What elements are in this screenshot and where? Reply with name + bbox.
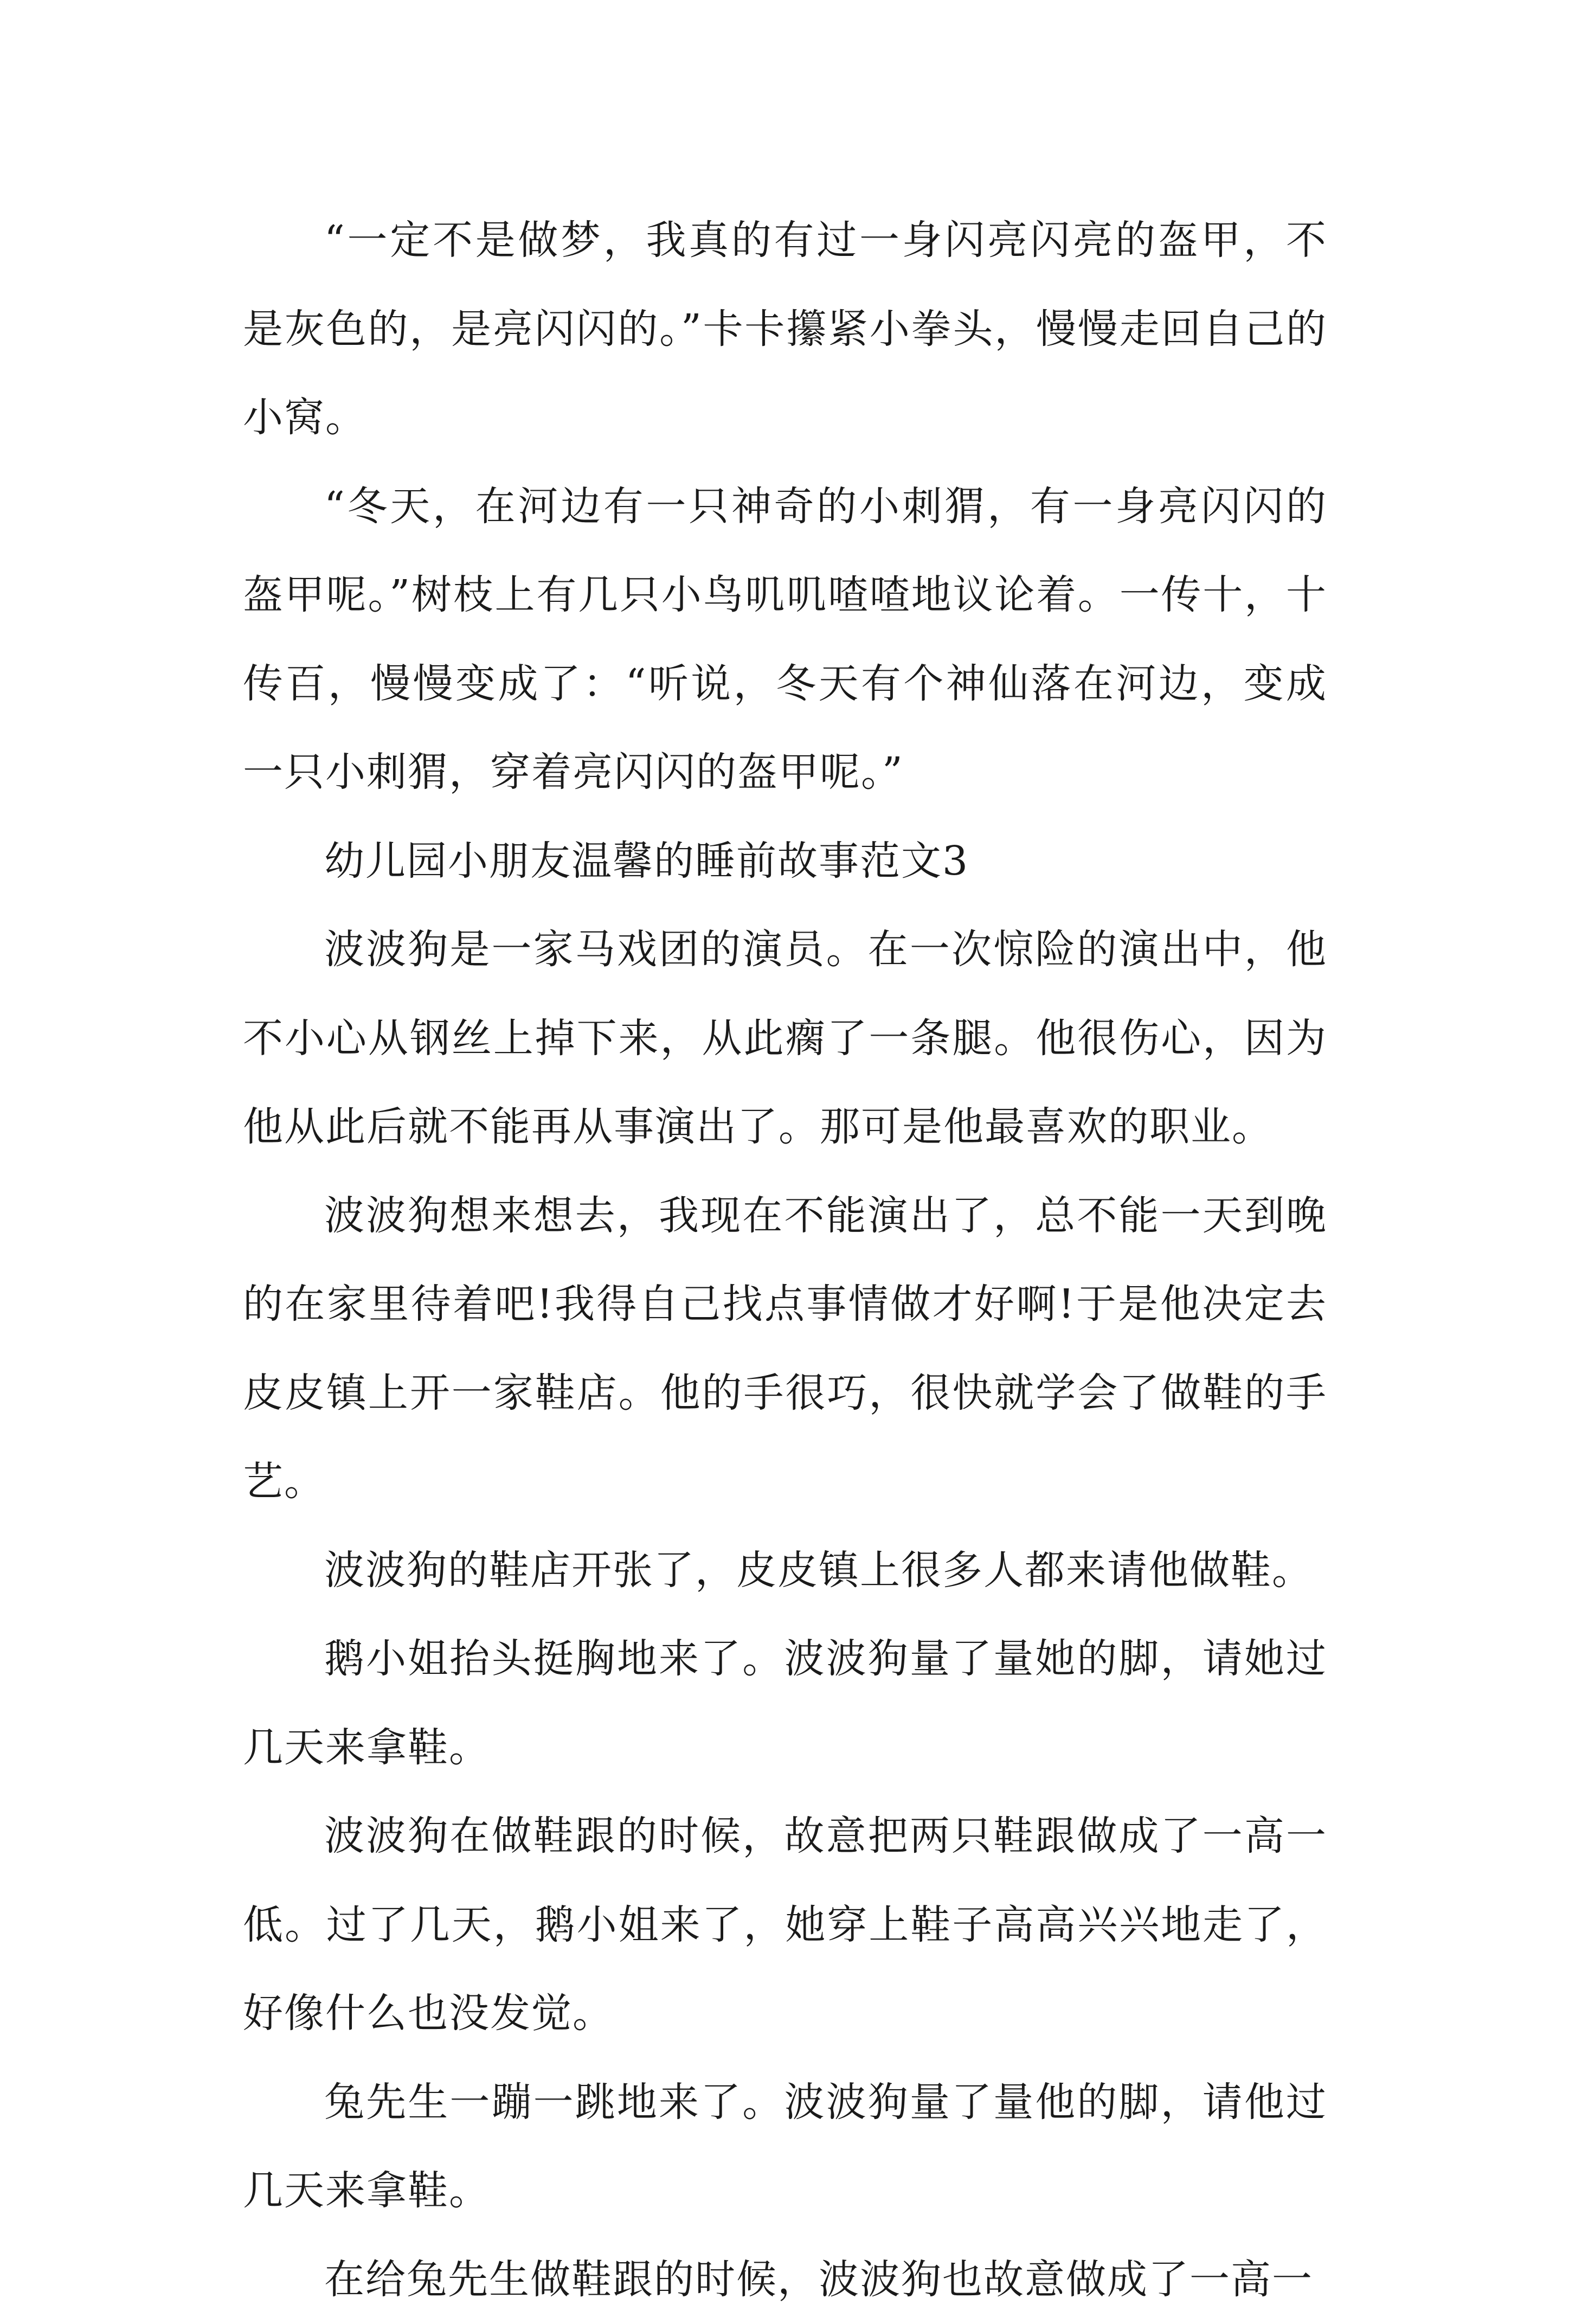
paragraph: 兔先生一蹦一跳地来了。波波狗量了量他的脚，请他过几天来拿鞋。 [243, 2058, 1327, 2236]
paragraph: “一定不是做梦，我真的有过一身闪亮闪亮的盔甲，不是灰色的，是亮闪闪的。”卡卡攥紧小拳头，慢慢走回自己的小窝。 [243, 196, 1327, 463]
paragraph: “冬天，在河边有一只神奇的小刺猬，有一身亮闪闪的盔甲呢。”树枝上有几只小鸟叽叽喳喳地议论着。一传十，十传百，慢慢变成了：“听说，冬天有个神仙落在河边，变成一只小刺猬，穿着亮闪闪的盔甲呢。” [243, 463, 1327, 817]
document-body [243, 196, 1327, 2324]
section-heading: 幼儿园小朋友温馨的睡前故事范文3 [243, 817, 1327, 906]
paragraph: 波波狗是一家马戏团的演员。在一次惊险的演出中，他不小心从钢丝上掉下来，从此瘸了一条腿。他很伤心，因为他从此后就不能再从事演出了。那可是他最喜欢的职业。 [243, 906, 1327, 1172]
paragraph: 波波狗在做鞋跟的时候，故意把两只鞋跟做成了一高一低。过了几天，鹅小姐来了，她穿上鞋子高高兴兴地走了，好像什么也没发觉。 [243, 1792, 1327, 2058]
paragraph: 在给兔先生做鞋跟的时候，波波狗也故意做成了一高一 [243, 2236, 1327, 2324]
paragraph: 波波狗的鞋店开张了，皮皮镇上很多人都来请他做鞋。 [243, 1526, 1327, 1615]
paragraph: 鹅小姐抬头挺胸地来了。波波狗量了量她的脚，请她过几天来拿鞋。 [243, 1615, 1327, 1792]
paragraph: 波波狗想来想去，我现在不能演出了，总不能一天到晚的在家里待着吧!我得自己找点事情做才好啊!于是他决定去皮皮镇上开一家鞋店。他的手很巧，很快就学会了做鞋的手艺。 [243, 1172, 1327, 1526]
